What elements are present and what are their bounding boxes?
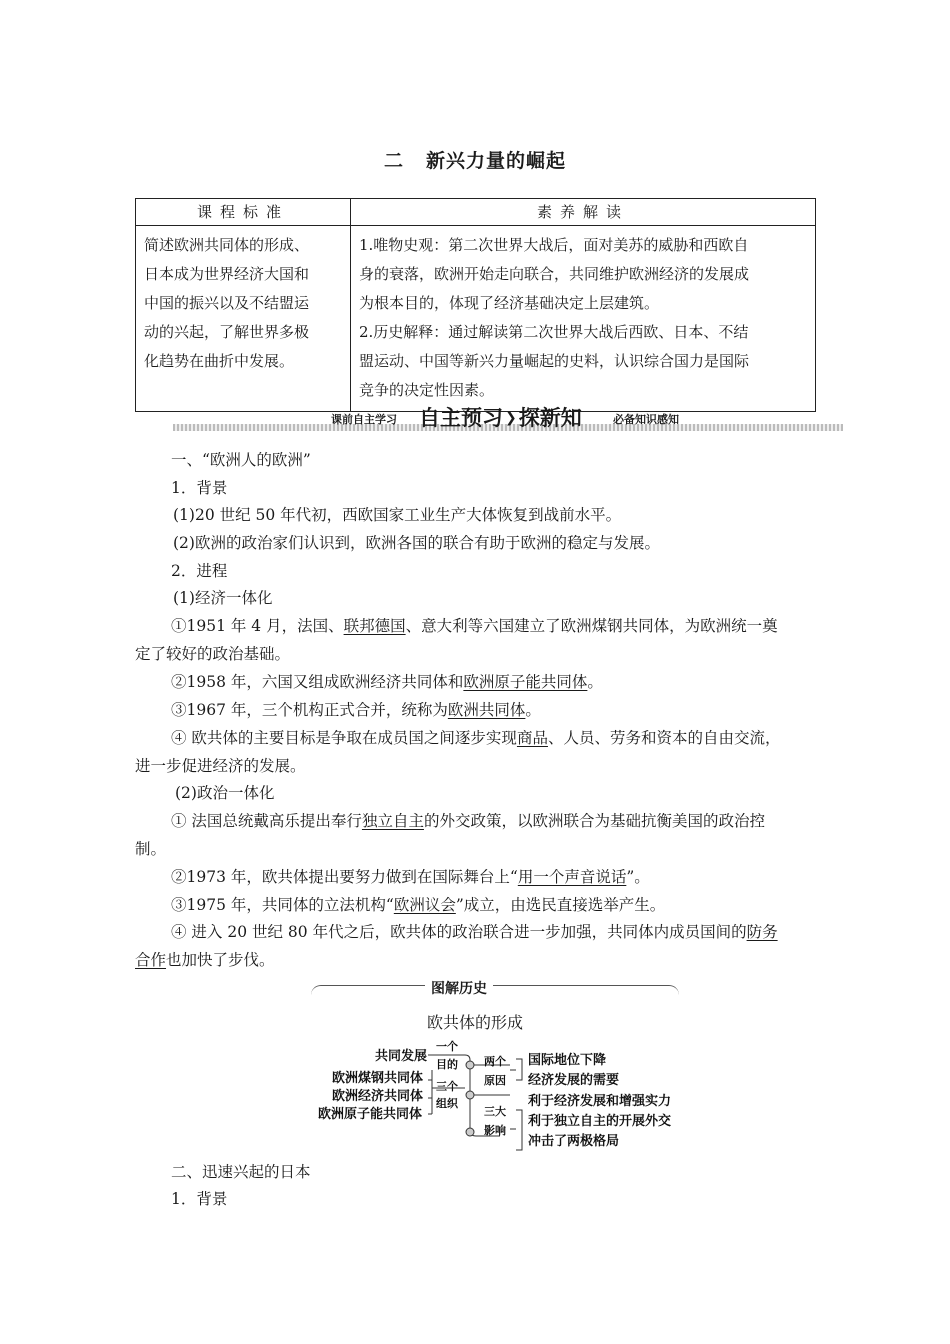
mid-label: 组织 — [436, 1097, 458, 1110]
reasons-label: 两个 — [484, 1055, 506, 1068]
standards-line: 简述欧洲共同体的形成、 — [144, 236, 310, 254]
paragraph: (1)20 世纪 50 年代初，西欧国家工业生产大体恢复到战前水平。 — [173, 506, 622, 524]
text-run: ”成立，由选民直接选举产生。 — [455, 896, 666, 914]
table-header-interpretation: 素养解读 — [351, 199, 816, 226]
reason-item: 经济发展的需要 — [528, 1073, 620, 1088]
paragraph — [171, 867, 650, 887]
paragraph — [171, 728, 780, 748]
interpretation-line: 为根本目的，体现了经济基础决定上层建筑。 — [359, 294, 660, 312]
impact-item: 冲击了两极格局 — [528, 1134, 620, 1149]
standards-line: 动的兴起，了解世界多极 — [144, 323, 310, 341]
text-run: 也加快了步伐。 — [166, 951, 275, 969]
text-run: 。 — [525, 701, 541, 719]
paragraph — [171, 811, 765, 831]
banner-left-label: 课前自主学习 — [331, 413, 397, 426]
banner-right-label: 必备知识感知 — [613, 413, 679, 426]
section-banner — [173, 402, 843, 432]
interpretation-line: 2.历史解释：通过解读第二次世界大战后西欧、日本、不结 — [359, 323, 749, 341]
left-item: 共同发展 — [375, 1049, 428, 1064]
underlined-answer: 防务 — [746, 923, 778, 941]
title-text: 新兴力量的崛起 — [426, 150, 567, 172]
interpretation-cell — [351, 226, 816, 412]
ec-formation-diagram — [310, 1040, 690, 1155]
banner-main-title — [419, 402, 582, 432]
banner-main-b: 探新知 — [518, 406, 582, 430]
diagram-header-b: 历史 — [459, 981, 487, 997]
underlined-answer: 商品 — [516, 729, 548, 747]
underlined-answer: 联邦德国 — [343, 617, 406, 635]
standards-line: 中国的振兴以及不结盟运 — [144, 294, 310, 312]
curriculum-standards-table — [135, 198, 816, 412]
text-run: ③1975 年，共同体的立法机构“ — [171, 896, 394, 914]
text-run: ①1951 年 4 月，法国、 — [171, 617, 344, 635]
text-run: ”。 — [626, 868, 650, 886]
diagram-header — [425, 978, 493, 998]
diagram-header-a: 图解 — [431, 981, 459, 997]
text-run: 。 — [587, 673, 603, 691]
reasons-label: 原因 — [484, 1074, 506, 1087]
underlined-answer: 用一个声音说话 — [517, 868, 627, 886]
text-run: 、人员、劳务和资本的自由交流， — [547, 729, 781, 747]
standards-cell — [136, 226, 351, 412]
paragraph — [171, 895, 665, 915]
impact-item: 利于经济发展和增强实力 — [528, 1094, 672, 1109]
text-run: ④ 欧共体的主要目标是争取在成员国之间逐步实现 — [171, 729, 517, 747]
impact-label: 影响 — [484, 1124, 506, 1137]
underlined-answer: 欧洲议会 — [393, 896, 456, 914]
page-title — [0, 146, 950, 173]
underlined-answer: 合作 — [135, 951, 167, 969]
subheading: (1)经济一体化 — [173, 589, 273, 607]
mid-label: 目的 — [436, 1058, 458, 1071]
subheading: 2．进程 — [171, 562, 228, 580]
interpretation-line: 1.唯物史观：第二次世界大战后，面对美苏的威胁和西欧自 — [359, 236, 749, 254]
underlined-answer: 欧洲共同体 — [447, 701, 526, 719]
text-run: 的外交政策，以欧洲联合为基础抗衡美国的政治控 — [423, 812, 765, 830]
paragraph — [171, 672, 603, 692]
interpretation-line: 盟运动、中国等新兴力量崛起的史料，认识综合国力是国际 — [359, 352, 750, 370]
standards-line: 日本成为世界经济大国和 — [144, 265, 310, 283]
impact-label: 三大 — [484, 1105, 506, 1118]
paragraph: 定了较好的政治基础。 — [135, 645, 291, 663]
chevron-right-icon: ❯ — [505, 410, 517, 426]
paragraph: 制。 — [135, 840, 167, 858]
impact-item: 利于独立自主的开展外交 — [528, 1114, 672, 1129]
text-run: ②1958 年，六国又组成欧洲经济共同体和 — [171, 673, 464, 691]
section-heading: 二、迅速兴起的日本 — [171, 1163, 311, 1181]
underlined-answer: 欧洲原子能共同体 — [463, 673, 588, 691]
paragraph — [171, 700, 541, 720]
text-run: ②1973 年，欧共体提出要努力做到在国际舞台上“ — [171, 868, 518, 886]
underlined-answer: 独立自主 — [361, 812, 424, 830]
reason-item: 国际地位下降 — [528, 1053, 607, 1068]
text-run: ③1967 年，三个机构正式合并，统称为 — [171, 701, 448, 719]
mid-label: 三个 — [436, 1080, 458, 1093]
left-item: 欧洲煤钢共同体 — [332, 1071, 424, 1086]
mid-label: 一个 — [436, 1040, 458, 1053]
subheading: (2)政治一体化 — [175, 784, 275, 802]
diagram-title: 欧共体的形成 — [426, 1013, 523, 1032]
subheading: 1．背景 — [171, 479, 228, 497]
table-header-standards: 课程标准 — [136, 199, 351, 226]
left-item: 欧洲原子能共同体 — [318, 1107, 423, 1122]
section-heading: 一、“欧洲人的欧洲” — [171, 451, 311, 469]
paragraph — [171, 616, 778, 636]
interpretation-line: 身的衰落，欧洲开始走向联合，共同维护欧洲经济的发展成 — [359, 265, 750, 283]
standards-line: 化趋势在曲折中发展。 — [144, 352, 295, 370]
banner-main-a: 自主预习 — [419, 406, 503, 430]
paragraph: 进一步促进经济的发展。 — [135, 757, 306, 775]
paragraph: (2)欧洲的政治家们认识到，欧洲各国的联合有助于欧洲的稳定与发展。 — [173, 534, 660, 552]
subheading: 1．背景 — [171, 1190, 228, 1208]
diagram-frame — [311, 985, 679, 1006]
paragraph — [135, 950, 275, 970]
paragraph — [171, 922, 778, 942]
text-run: ④ 进入 20 世纪 80 年代之后，欧共体的政治联合进一步加强，共同体内成员国间的 — [171, 923, 747, 941]
text-run: 、意大利等六国建立了欧洲煤钢共同体，为欧洲统一奠 — [405, 617, 778, 635]
text-run: ① 法国总统戴高乐提出奉行 — [171, 812, 362, 830]
title-number: 二 — [383, 150, 404, 172]
interpretation-line: 竞争的决定性因素。 — [359, 381, 495, 399]
left-item: 欧洲经济共同体 — [332, 1089, 424, 1104]
